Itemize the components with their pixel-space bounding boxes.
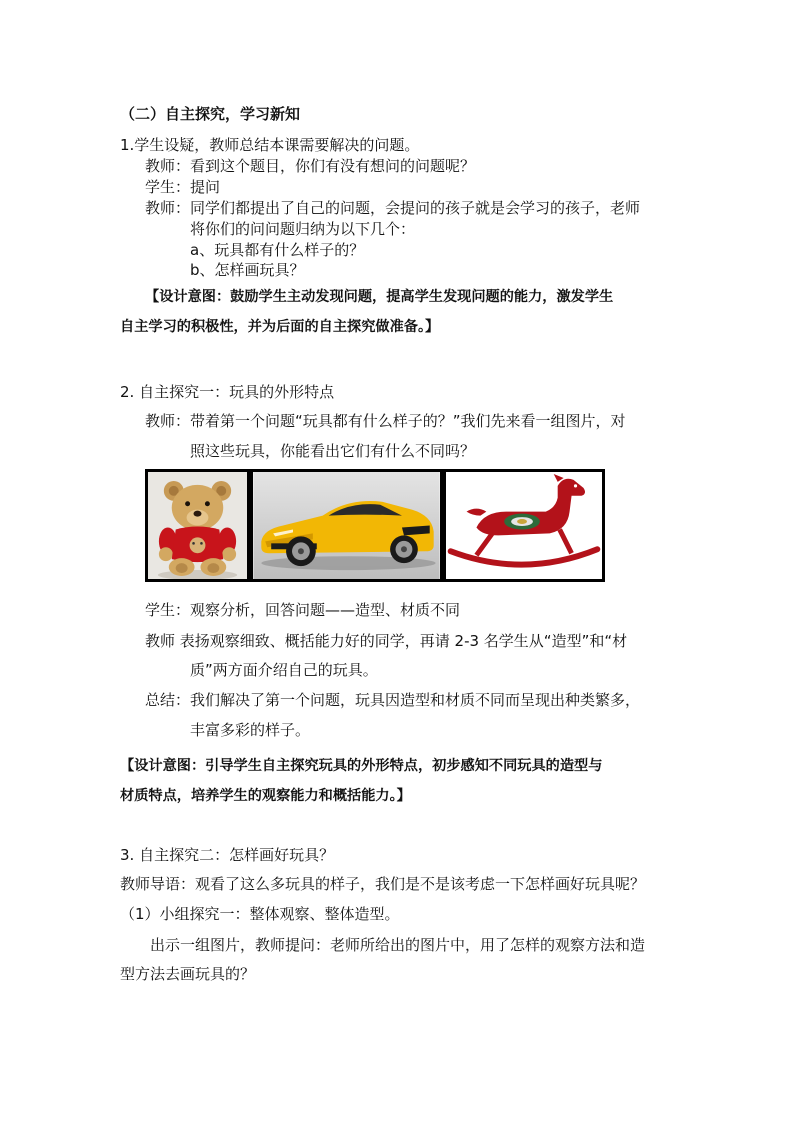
summary-line2: 丰富多彩的样子。 xyxy=(190,721,311,739)
teacher-intro-line2: 照这些玩具，你能看出它们有什么不同吗？ xyxy=(190,442,476,460)
yellow-sports-car-photo xyxy=(250,469,443,582)
design-intent-1-line2: 自主学习的积极性，并为后面的自主探究做准备。】 xyxy=(120,319,440,335)
student-answer: 学生：提问 xyxy=(145,178,221,196)
teacher-summary-line2: 将你们的问问题归纳为以下几个： xyxy=(190,220,416,238)
teacher-praise-line1: 教师 表扬观察细致、概括能力好的同学，再请 2-3 名学生从“造型”和“材 xyxy=(145,632,628,650)
rocking-horse-icon xyxy=(446,472,602,579)
teacher-guide: 教师导语：观看了这么多玩具的样子，我们是不是该考虑一下怎样画好玩具呢？ xyxy=(120,875,646,893)
question-item-b: b、怎样画玩具？ xyxy=(190,261,305,279)
teacher-summary-line1: 教师：同学们都提出了自己的问题，会提问的孩子就是会学习的孩子，老师 xyxy=(145,199,641,217)
teddy-bear-photo xyxy=(145,469,250,582)
design-intent-1-line1: 【设计意图：鼓励学生主动发现问题，提高学生发现问题的能力，激发学生 xyxy=(145,289,614,305)
part1-heading: 1.学生设疑，教师总结本课需要解决的问题。 xyxy=(120,136,420,154)
teacher-intro-line1: 教师：带着第一个问题“玩具都有什么样子的？”我们先来看一组图片，对 xyxy=(145,412,626,430)
show-images-line2: 型方法去画玩具的？ xyxy=(120,965,256,983)
rocking-horse-photo xyxy=(443,469,605,582)
group-exploration: （1）小组探究一：整体观察、整体造型。 xyxy=(120,905,400,923)
design-intent-2-line1: 【设计意图：引导学生自主探究玩具的外形特点，初步感知不同玩具的造型与 xyxy=(120,758,603,774)
teddy-bear-icon xyxy=(148,472,247,579)
sports-car-icon xyxy=(253,472,440,579)
teacher-praise-line2: 质”两方面介绍自己的玩具。 xyxy=(190,661,378,679)
part3-heading: 3. 自主探究二：怎样画好玩具？ xyxy=(120,846,335,864)
show-images-line1: 出示一组图片，教师提问：老师所给出的图片中，用了怎样的观察方法和造 xyxy=(150,936,646,954)
section-title: （二）自主探究，学习新知 xyxy=(120,105,301,123)
design-intent-2-line2: 材质特点，培养学生的观察能力和概括能力。】 xyxy=(120,788,411,804)
teacher-question: 教师：看到这个题目，你们有没有想问的问题呢？ xyxy=(145,157,476,175)
part2-heading: 2. 自主探究一：玩具的外形特点 xyxy=(120,383,335,401)
question-item-a: a、玩具都有什么样子的？ xyxy=(190,241,365,259)
summary-line1: 总结：我们解决了第一个问题，玩具因造型和材质不同而呈现出种类繁多， xyxy=(145,691,641,709)
student-observation: 学生：观察分析，回答问题——造型、材质不同 xyxy=(145,601,461,619)
